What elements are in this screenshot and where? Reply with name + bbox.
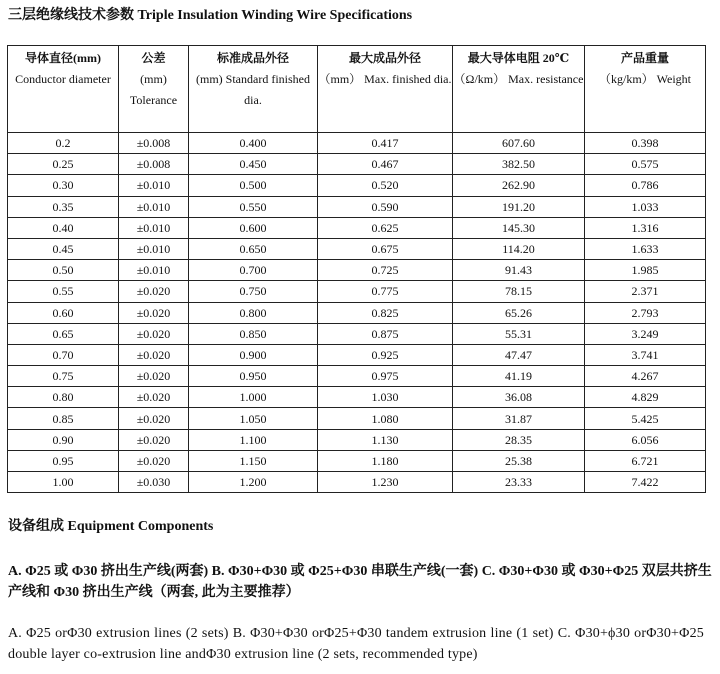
header-standard-finished-dia: 标准成品外径 (mm) Standard finished dia. [189,46,318,133]
tolerance-cell: ±0.020 [119,450,189,471]
tolerance-cell: ±0.030 [119,472,189,493]
conductor-diameter-cell: 0.2 [8,133,119,154]
tolerance-cell: ±0.020 [119,408,189,429]
max-dia-cell: 0.590 [318,196,453,217]
conductor-diameter-cell: 0.45 [8,238,119,259]
resistance-cell: 41.19 [453,366,585,387]
resistance-cell: 25.38 [453,450,585,471]
tolerance-cell: ±0.020 [119,323,189,344]
resistance-cell: 31.87 [453,408,585,429]
table-row [8,366,706,387]
table-row [8,472,706,493]
tolerance-cell: ±0.020 [119,387,189,408]
tolerance-cell: ±0.020 [119,429,189,450]
max-dia-cell: 0.467 [318,154,453,175]
conductor-diameter-cell: 0.30 [8,175,119,196]
header-max-finished-dia: 最大成品外径 （mm） Max. finished dia. [318,46,453,133]
weight-cell: 5.425 [585,408,706,429]
weight-cell: 1.316 [585,217,706,238]
weight-cell: 4.267 [585,366,706,387]
standard-dia-cell: 0.500 [189,175,318,196]
standard-dia-cell: 1.000 [189,387,318,408]
tolerance-cell: ±0.020 [119,366,189,387]
conductor-diameter-cell: 0.55 [8,281,119,302]
standard-dia-cell: 1.150 [189,450,318,471]
max-dia-cell: 0.417 [318,133,453,154]
max-dia-cell: 1.230 [318,472,453,493]
equipment-section-title: 设备组成 Equipment Components [8,519,214,534]
tolerance-cell: ±0.020 [119,344,189,365]
conductor-diameter-cell: 0.80 [8,387,119,408]
resistance-cell: 114.20 [453,238,585,259]
standard-dia-cell: 0.750 [189,281,318,302]
equipment-description-en: A. Φ25 orΦ30 extrusion lines (2 sets) B. Φ30+Φ30 orΦ25+Φ30 tandem extrusion line (1 set) C. Φ30+ϕ30 orΦ30+Φ25 double layer co-extrusion line andΦ30 extrusion line (2 sets, recommended type) [8,626,704,662]
tolerance-cell: ±0.020 [119,281,189,302]
resistance-cell: 65.26 [453,302,585,323]
table-row [8,344,706,365]
tolerance-cell: ±0.008 [119,133,189,154]
standard-dia-cell: 0.600 [189,217,318,238]
header-conductor-diameter: 导体直径(mm) Conductor diameter [8,46,119,133]
tolerance-cell: ±0.010 [119,175,189,196]
table-row [8,260,706,281]
standard-dia-cell: 0.450 [189,154,318,175]
resistance-cell: 262.90 [453,175,585,196]
table-row [8,408,706,429]
weight-cell: 7.422 [585,472,706,493]
max-dia-cell: 1.180 [318,450,453,471]
max-dia-cell: 0.925 [318,344,453,365]
page-title: 三层绝缘线技术参数 Triple Insulation Winding Wire Specifications [8,8,413,23]
standard-dia-cell: 1.050 [189,408,318,429]
header-tolerance: 公差 (mm) Tolerance [119,46,189,133]
conductor-diameter-cell: 0.70 [8,344,119,365]
weight-cell: 4.829 [585,387,706,408]
max-dia-cell: 0.725 [318,260,453,281]
max-dia-cell: 1.030 [318,387,453,408]
standard-dia-cell: 0.400 [189,133,318,154]
weight-cell: 1.033 [585,196,706,217]
table-row [8,281,706,302]
resistance-cell: 607.60 [453,133,585,154]
table-row [8,196,706,217]
weight-cell: 0.575 [585,154,706,175]
table-row [8,323,706,344]
resistance-cell: 36.08 [453,387,585,408]
conductor-diameter-cell: 0.35 [8,196,119,217]
table-row [8,238,706,259]
standard-dia-cell: 1.100 [189,429,318,450]
conductor-diameter-cell: 0.90 [8,429,119,450]
table-row [8,429,706,450]
header-weight: 产品重量 （kg/km） Weight [585,46,706,133]
specifications-table [7,45,706,493]
conductor-diameter-cell: 0.95 [8,450,119,471]
standard-dia-cell: 0.550 [189,196,318,217]
standard-dia-cell: 0.950 [189,366,318,387]
table-row [8,450,706,471]
table-row [8,217,706,238]
resistance-cell: 23.33 [453,472,585,493]
weight-cell: 2.793 [585,302,706,323]
weight-cell: 1.985 [585,260,706,281]
resistance-cell: 28.35 [453,429,585,450]
weight-cell: 0.786 [585,175,706,196]
conductor-diameter-cell: 0.85 [8,408,119,429]
max-dia-cell: 0.625 [318,217,453,238]
equipment-description-zh: A. Φ25 或 Φ30 挤出生产线(两套) B. Φ30+Φ30 或 Φ25+Φ30 串联生产线(一套) C. Φ30+Φ30 或 Φ30+Φ25 双层共挤生产线和 Φ30 挤出生产线（两套, 此为主要推荐） [8,564,712,600]
conductor-diameter-cell: 0.40 [8,217,119,238]
table-row [8,133,706,154]
resistance-cell: 91.43 [453,260,585,281]
header-max-resistance: 最大导体电阻 20℃ （Ω/km） Max. resistance [453,46,585,133]
max-dia-cell: 1.130 [318,429,453,450]
resistance-cell: 191.20 [453,196,585,217]
weight-cell: 3.741 [585,344,706,365]
weight-cell: 6.721 [585,450,706,471]
standard-dia-cell: 0.800 [189,302,318,323]
weight-cell: 2.371 [585,281,706,302]
max-dia-cell: 1.080 [318,408,453,429]
weight-cell: 1.633 [585,238,706,259]
weight-cell: 3.249 [585,323,706,344]
max-dia-cell: 0.520 [318,175,453,196]
conductor-diameter-cell: 0.60 [8,302,119,323]
conductor-diameter-cell: 1.00 [8,472,119,493]
standard-dia-cell: 0.650 [189,238,318,259]
standard-dia-cell: 0.850 [189,323,318,344]
max-dia-cell: 0.675 [318,238,453,259]
max-dia-cell: 0.975 [318,366,453,387]
standard-dia-cell: 0.700 [189,260,318,281]
standard-dia-cell: 0.900 [189,344,318,365]
tolerance-cell: ±0.008 [119,154,189,175]
table-row [8,175,706,196]
table-row [8,387,706,408]
table-header-row [8,46,706,133]
resistance-cell: 55.31 [453,323,585,344]
resistance-cell: 382.50 [453,154,585,175]
conductor-diameter-cell: 0.50 [8,260,119,281]
standard-dia-cell: 1.200 [189,472,318,493]
max-dia-cell: 0.875 [318,323,453,344]
tolerance-cell: ±0.010 [119,260,189,281]
table-row [8,302,706,323]
resistance-cell: 47.47 [453,344,585,365]
conductor-diameter-cell: 0.25 [8,154,119,175]
weight-cell: 0.398 [585,133,706,154]
weight-cell: 6.056 [585,429,706,450]
table-row [8,154,706,175]
resistance-cell: 145.30 [453,217,585,238]
tolerance-cell: ±0.010 [119,196,189,217]
conductor-diameter-cell: 0.75 [8,366,119,387]
max-dia-cell: 0.825 [318,302,453,323]
conductor-diameter-cell: 0.65 [8,323,119,344]
max-dia-cell: 0.775 [318,281,453,302]
tolerance-cell: ±0.010 [119,217,189,238]
tolerance-cell: ±0.020 [119,302,189,323]
resistance-cell: 78.15 [453,281,585,302]
tolerance-cell: ±0.010 [119,238,189,259]
